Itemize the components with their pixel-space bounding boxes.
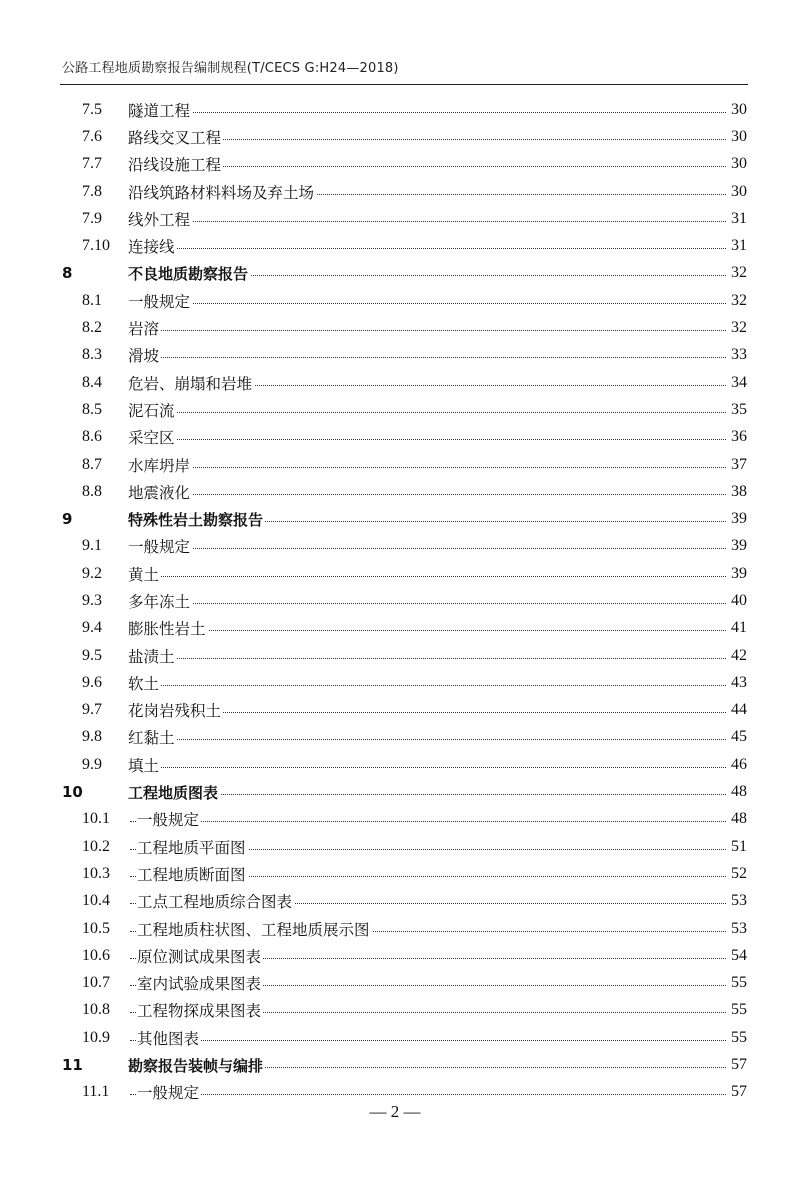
toc-number: 8.4 <box>82 373 102 391</box>
dot-leader <box>130 739 728 740</box>
toc-title: 工程物探成果图表 <box>137 999 263 1021</box>
toc-title: 沿线设施工程 <box>128 153 223 175</box>
toc-page-number: 30 <box>727 101 747 119</box>
toc-title: 黄土 <box>128 563 161 585</box>
toc-section-row <box>0 451 790 478</box>
toc-number: 7.8 <box>82 182 102 200</box>
dot-leader <box>130 357 728 358</box>
toc-page-number: 34 <box>727 374 747 392</box>
toc-title: 特殊性岩土勘察报告 <box>128 510 264 529</box>
toc-section-row <box>0 833 790 860</box>
toc-number: 8.1 <box>82 291 102 309</box>
toc-title: 室内试验成果图表 <box>137 972 263 994</box>
toc-section-row <box>0 314 790 341</box>
toc-chapter-row <box>0 778 790 805</box>
toc-number: 9.5 <box>82 646 102 664</box>
toc-number: 10.9 <box>82 1028 110 1046</box>
toc-number: 10.2 <box>82 837 110 855</box>
toc-section-row <box>0 1024 790 1051</box>
toc-title: 其他图表 <box>137 1027 201 1049</box>
toc-section-row <box>0 342 790 369</box>
toc-number: 8.7 <box>82 455 102 473</box>
toc-number: 10.6 <box>82 946 110 964</box>
toc-number: 10.3 <box>82 864 110 882</box>
toc-section-row <box>0 942 790 969</box>
toc-section-row <box>0 96 790 123</box>
toc-number: 8.3 <box>82 346 102 364</box>
toc-page-number: 32 <box>727 264 747 282</box>
toc-number: 11 <box>62 1056 83 1075</box>
toc-title: 工程地质断面图 <box>137 863 248 885</box>
dot-leader <box>130 1040 728 1041</box>
toc-section-row <box>0 151 790 178</box>
toc-page-number: 30 <box>727 155 747 173</box>
toc-title: 勘察报告装帧与编排 <box>128 1056 264 1075</box>
toc-page-number: 33 <box>727 346 747 364</box>
toc-section-row <box>0 396 790 423</box>
toc-page-number: 36 <box>727 428 747 446</box>
toc-page-number: 57 <box>727 1056 747 1074</box>
toc-section-row <box>0 669 790 696</box>
toc-number: 10.5 <box>82 919 110 937</box>
toc-page-number: 57 <box>727 1083 747 1101</box>
toc-page-number: 30 <box>727 183 747 201</box>
toc-title: 连接线 <box>128 235 177 257</box>
toc-title: 一般规定 <box>128 535 192 557</box>
toc-section-row <box>0 232 790 259</box>
toc-title: 沿线筑路材料料场及弃土场 <box>128 181 316 203</box>
dot-leader <box>130 303 728 304</box>
toc-section-row <box>0 369 790 396</box>
dot-leader <box>130 548 728 549</box>
toc-number: 9.6 <box>82 673 102 691</box>
toc-number: 7.5 <box>82 100 102 118</box>
toc-page-number: 39 <box>727 510 747 528</box>
toc-title: 泥石流 <box>128 399 177 421</box>
dot-leader <box>130 821 728 822</box>
toc-section-row <box>0 697 790 724</box>
toc-page-number: 39 <box>727 537 747 555</box>
toc-section-row <box>0 287 790 314</box>
toc-section-row <box>0 615 790 642</box>
toc-title: 红黏土 <box>128 726 177 748</box>
toc-page-number: 44 <box>727 701 747 719</box>
toc-title: 多年冻土 <box>128 590 192 612</box>
toc-title: 水库坍岸 <box>128 454 192 476</box>
toc-title: 隧道工程 <box>128 99 192 121</box>
dot-leader <box>130 685 728 686</box>
toc-page-number: 43 <box>727 674 747 692</box>
toc-section-row <box>0 178 790 205</box>
toc-chapter-row <box>0 505 790 532</box>
toc-page-number: 39 <box>727 565 747 583</box>
toc-title: 盐渍土 <box>128 645 177 667</box>
toc-number: 10.4 <box>82 892 110 910</box>
toc-title: 一般规定 <box>128 290 192 312</box>
toc-title: 线外工程 <box>128 208 192 230</box>
toc-number: 10.1 <box>82 810 110 828</box>
toc-page-number: 30 <box>727 128 747 146</box>
dot-leader <box>130 330 728 331</box>
toc-title: 危岩、崩塌和岩堆 <box>128 372 254 394</box>
dot-leader <box>130 221 728 222</box>
toc-title: 填土 <box>128 754 161 776</box>
toc-section-row <box>0 751 790 778</box>
dot-leader <box>130 630 728 631</box>
toc-title: 工程地质平面图 <box>137 836 248 858</box>
toc-section-row <box>0 424 790 451</box>
toc-title: 花岗岩残积土 <box>128 699 223 721</box>
toc-page-number: 41 <box>727 619 747 637</box>
toc-section-row <box>0 560 790 587</box>
toc-page-number: 32 <box>727 319 747 337</box>
dot-leader <box>130 467 728 468</box>
toc-page-number: 48 <box>727 783 747 801</box>
toc-page-number: 51 <box>727 838 747 856</box>
toc-page-number: 42 <box>727 647 747 665</box>
toc-number: 9 <box>62 510 73 529</box>
toc-page-number: 55 <box>727 974 747 992</box>
toc-page-number: 38 <box>727 483 747 501</box>
dot-leader <box>130 1094 728 1095</box>
toc-number: 9.1 <box>82 537 102 555</box>
toc-title: 地震液化 <box>128 481 192 503</box>
toc-section-row <box>0 860 790 887</box>
running-header: 公路工程地质勘察报告编制规程(T/CECS G:H24—2018) <box>62 61 399 76</box>
toc-number: 11.1 <box>82 1083 110 1101</box>
toc-page-number: 55 <box>727 1029 747 1047</box>
toc-section-row <box>0 533 790 560</box>
toc-page-number: 54 <box>727 947 747 965</box>
toc-page-number: 53 <box>727 920 747 938</box>
toc-number: 8.2 <box>82 319 102 337</box>
toc-page-number: 53 <box>727 892 747 910</box>
toc-number: 8.5 <box>82 400 102 418</box>
toc-page-number: 35 <box>727 401 747 419</box>
toc-section-row <box>0 205 790 232</box>
table-of-contents <box>0 96 790 1106</box>
page-number: — 2 — <box>369 1102 421 1121</box>
dot-leader <box>130 412 728 413</box>
toc-page-number: 31 <box>727 237 747 255</box>
toc-section-row <box>0 915 790 942</box>
toc-title: 一般规定 <box>137 808 201 830</box>
toc-number: 8.6 <box>82 428 102 446</box>
toc-chapter-row <box>0 1051 790 1078</box>
dot-leader <box>130 494 728 495</box>
toc-page-number: 31 <box>727 210 747 228</box>
toc-title: 工点工程地质综合图表 <box>137 890 294 912</box>
toc-section-row <box>0 587 790 614</box>
dot-leader <box>130 658 728 659</box>
toc-title: 岩溶 <box>128 317 161 339</box>
toc-number: 7.6 <box>82 127 102 145</box>
header-rule <box>60 84 748 85</box>
toc-page-number: 40 <box>727 592 747 610</box>
toc-number: 9.7 <box>82 701 102 719</box>
toc-title: 滑坡 <box>128 344 161 366</box>
dot-leader <box>130 248 728 249</box>
toc-number: 9.3 <box>82 591 102 609</box>
dot-leader <box>130 767 728 768</box>
toc-number: 10.7 <box>82 974 110 992</box>
toc-title: 采空区 <box>128 426 177 448</box>
toc-section-row <box>0 478 790 505</box>
toc-number: 10 <box>62 783 83 802</box>
dot-leader <box>130 603 728 604</box>
toc-page-number: 48 <box>727 810 747 828</box>
toc-page-number: 55 <box>727 1001 747 1019</box>
toc-section-row <box>0 123 790 150</box>
toc-page-number: 37 <box>727 456 747 474</box>
toc-title: 工程地质柱状图、工程地质展示图 <box>137 918 372 940</box>
toc-number: 7.10 <box>82 237 110 255</box>
toc-number: 10.8 <box>82 1001 110 1019</box>
toc-title: 软土 <box>128 672 161 694</box>
toc-number: 9.2 <box>82 564 102 582</box>
toc-section-row <box>0 724 790 751</box>
toc-page-number: 45 <box>727 728 747 746</box>
toc-title: 不良地质勘察报告 <box>128 264 249 283</box>
toc-number: 8 <box>62 264 73 283</box>
toc-chapter-row <box>0 260 790 287</box>
toc-section-row <box>0 997 790 1024</box>
toc-number: 8.8 <box>82 482 102 500</box>
toc-section-row <box>0 642 790 669</box>
toc-page-number: 32 <box>727 292 747 310</box>
toc-title: 膨胀性岩土 <box>128 617 208 639</box>
toc-title: 一般规定 <box>137 1081 201 1103</box>
toc-number: 7.7 <box>82 155 102 173</box>
toc-number: 9.8 <box>82 728 102 746</box>
toc-page-number: 52 <box>727 865 747 883</box>
toc-section-row <box>0 970 790 997</box>
toc-number: 7.9 <box>82 209 102 227</box>
dot-leader <box>130 112 728 113</box>
toc-number: 9.9 <box>82 755 102 773</box>
toc-title: 原位测试成果图表 <box>137 945 263 967</box>
toc-section-row <box>0 888 790 915</box>
toc-page-number: 46 <box>727 756 747 774</box>
toc-title: 路线交叉工程 <box>128 126 223 148</box>
toc-title: 工程地质图表 <box>128 783 219 802</box>
toc-number: 9.4 <box>82 619 102 637</box>
dot-leader <box>130 576 728 577</box>
dot-leader <box>130 439 728 440</box>
toc-section-row <box>0 806 790 833</box>
